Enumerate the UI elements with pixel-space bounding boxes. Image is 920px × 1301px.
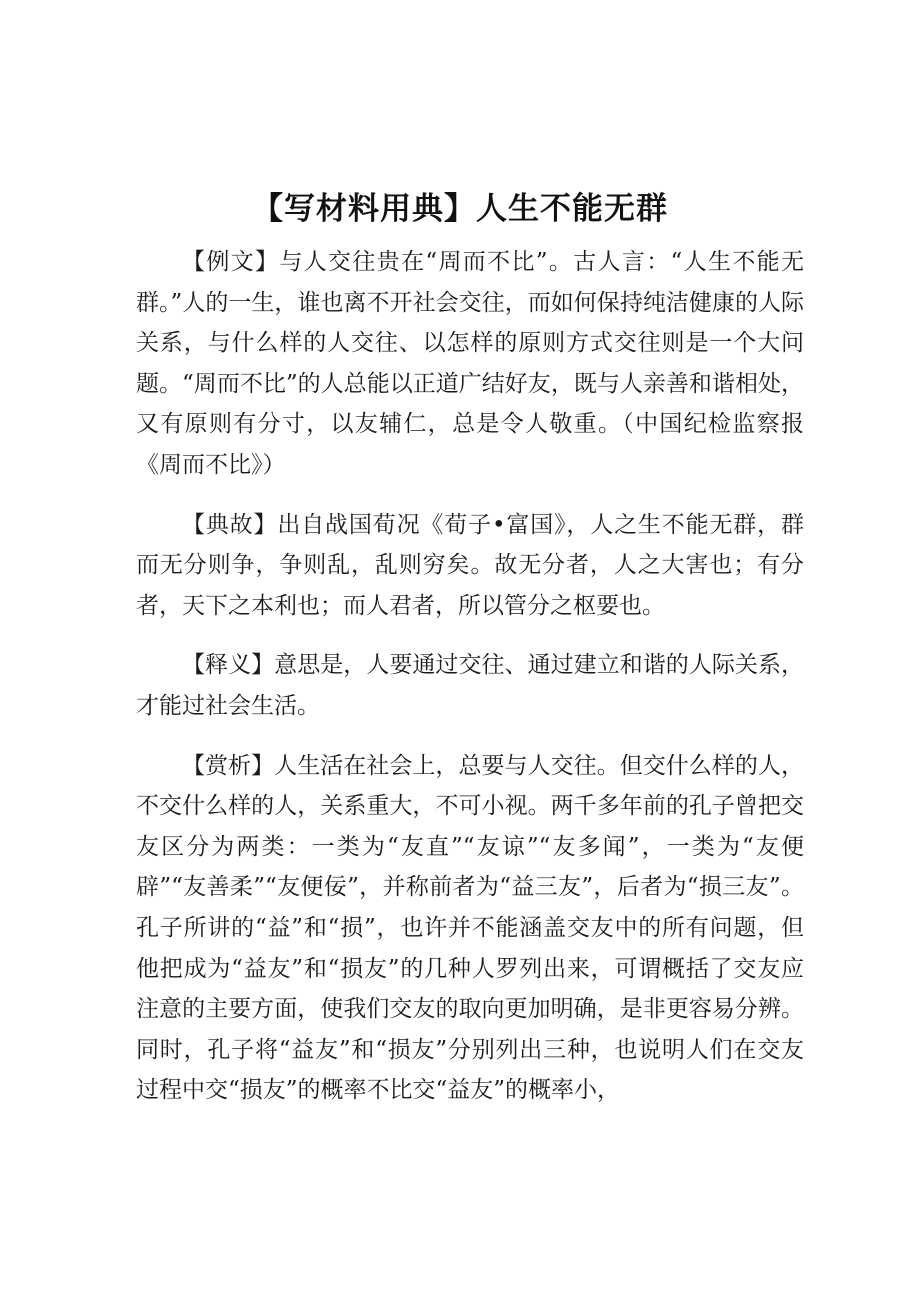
- paragraph-text: 出自战国荀况《荀子•富国》，人之生不能无群，群而无分则争，争则乱，乱则穷矣。故无分者，人之大害也；有分者，天下之本利也；而人君者，所以管分之枢要也。: [136, 511, 804, 619]
- section-tag-meaning: 【释义】: [182, 652, 275, 679]
- paragraph-text: 人生活在社会上，总要与人交往。但交什么样的人，不交什么样的人，关系重大，不可小视。两千多年前的孔子曾把交友区分为两类：一类为“友直”“友谅”“友多闻”，一类为“友便辟”“友善柔”“友便佞”，并称前者为“益三友”，后者为“损三友”。孔子所讲的“益”和“损”，也许并不能涵盖交友中的所有问题，但他把成为“益友”和“损友”的几种人罗列出来，可谓概括了交友应注意的主要方面，使我们交友的取向更加明确，是非更容易分辨。同时，孔子将“益友”和“损友”分别列出三种，也说明人们在交友过程中交“损友”的概率不比交“益友”的概率小，: [136, 752, 805, 1104]
- paragraph-allusion: [136, 505, 804, 627]
- paragraph-text: 与人交往贵在“周而不比”。古人言：“人生不能无群。”人的一生，谁也离不开社会交往，而如何保持纯洁健康的人际关系，与什么样的人交往、以怎样的原则方式交往则是一个大问题。“周而不比”的人总能以正道广结好友，既与人亲善和谐相处，又有原则有分寸，以友辅仁，总是令人敬重。（中国纪检监察报《周而不比》）: [136, 249, 804, 478]
- section-tag-allusion: 【典故】: [182, 511, 278, 538]
- paragraph-text: 意思是，人要通过交往、通过建立和谐的人际关系，才能过社会生活。: [136, 652, 805, 719]
- paragraph-meaning: [136, 645, 804, 726]
- document-body: [136, 242, 804, 1130]
- section-tag-appreciation: 【赏析】: [182, 752, 275, 779]
- paragraph-example: [136, 242, 804, 486]
- section-tag-example: 【例文】: [182, 249, 280, 275]
- document-title: 【写材料用典】人生不能无群: [252, 191, 668, 227]
- paragraph-appreciation: [136, 746, 804, 1111]
